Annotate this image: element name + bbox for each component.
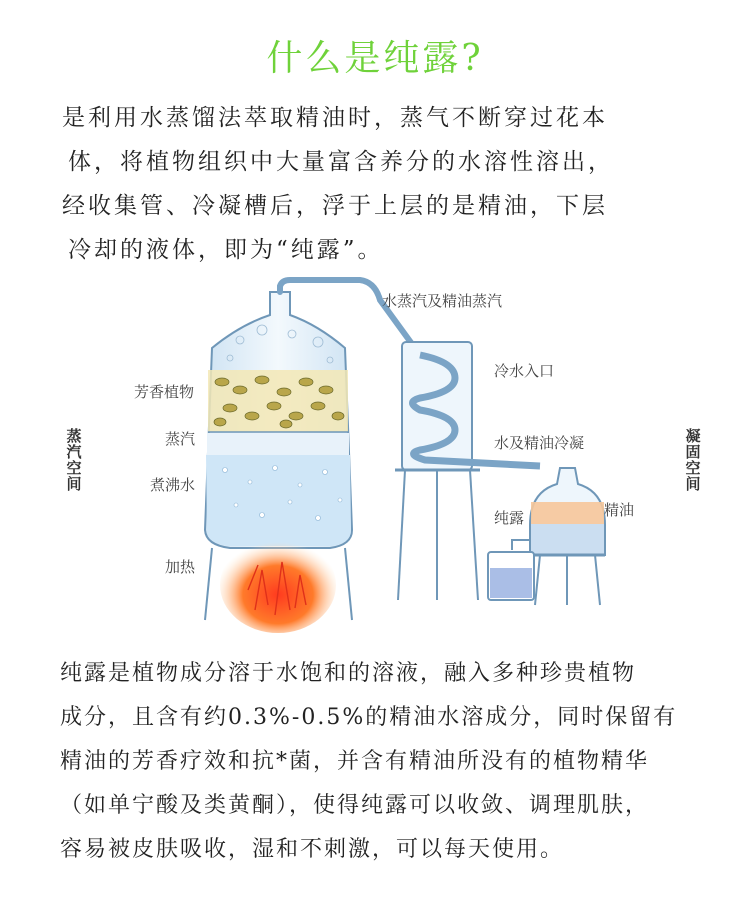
body-line: 容易被皮肤吸收，湿和不刺激，可以每天使用。 — [60, 837, 565, 862]
label-steam: 蒸汽 — [165, 430, 196, 448]
page-title: 什么是纯露? — [266, 38, 484, 79]
label-right-vertical: 凝固空间 — [685, 427, 701, 493]
intro-line: 体，将植物组织中大量富含养分的水溶性溶出， — [68, 149, 614, 175]
label-heating: 加热 — [165, 558, 196, 576]
label-vapor: 水蒸汽及精油蒸汽 — [382, 292, 503, 310]
intro-line: 是利用水蒸馏法萃取精油时，蒸气不断穿过花本 — [62, 105, 608, 131]
body-line: 纯露是植物成分溶于水饱和的溶液，融入多种珍贵植物 — [60, 661, 637, 686]
intro-paragraph — [62, 96, 702, 272]
essential-oil-layer — [531, 502, 604, 524]
label-boiling-water: 煮沸水 — [150, 476, 196, 494]
label-essential-oil: 精油 — [604, 501, 635, 519]
distillation-illustration — [0, 270, 750, 650]
body-line: （如单宁酸及类黄酮），使得纯露可以收敛、调理肌肤， — [60, 793, 650, 818]
label-cold-water-inlet: 冷水入口 — [494, 362, 555, 380]
label-condensation: 水及精油冷凝 — [494, 434, 585, 452]
label-left-vertical: 蒸汽空间 — [66, 427, 82, 493]
still-vessel — [205, 292, 352, 548]
hydrosol-beaker — [488, 552, 534, 600]
distillation-diagram — [0, 270, 750, 650]
body-line: 精油的芳香疗效和抗*菌，并含有精油所没有的植物精华 — [60, 749, 650, 774]
intro-line: 冷却的液体，即为“纯露”。 — [68, 237, 384, 263]
label-aromatic-plant: 芳香植物 — [134, 383, 195, 401]
body-paragraph — [60, 652, 730, 872]
boiling-water — [206, 455, 351, 546]
plant-layer — [208, 370, 348, 432]
body-line: 成分，且含有约0.3%-0.5%的精油水溶成分，同时保留有 — [60, 705, 678, 730]
intro-line: 经收集管、冷凝槽后，浮于上层的是精油，下层 — [62, 193, 608, 219]
label-hydrosol: 纯露 — [494, 509, 525, 527]
fire — [220, 537, 336, 633]
